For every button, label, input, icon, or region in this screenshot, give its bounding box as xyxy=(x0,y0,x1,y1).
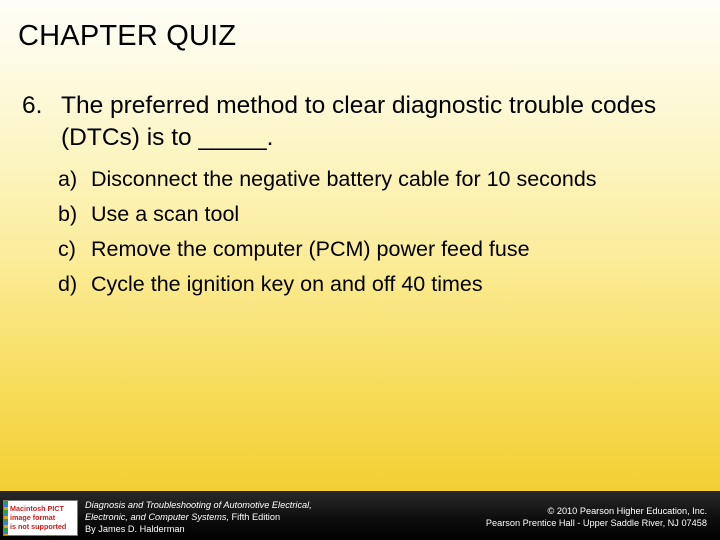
option-letter: c) xyxy=(58,237,76,261)
option-letter: b) xyxy=(58,202,78,226)
question xyxy=(22,90,682,154)
option-text: Remove the computer (PCM) power feed fuse xyxy=(91,237,530,261)
option-b xyxy=(58,197,597,232)
option-text: Use a scan tool xyxy=(91,202,240,226)
copyright-notice xyxy=(486,505,707,529)
book-title-line-1: Diagnosis and Troubleshooting of Automotive Electrical, xyxy=(85,500,312,510)
badge-line: is not supported xyxy=(10,522,67,531)
copyright-line: © 2010 Pearson Higher Education, Inc. xyxy=(547,506,707,516)
publisher-line: Pearson Prentice Hall - Upper Saddle River, NJ 07458 xyxy=(485,518,707,528)
book-citation xyxy=(85,499,312,535)
option-letter: a) xyxy=(58,167,78,191)
option-text: Disconnect the negative battery cable for 10 seconds xyxy=(91,167,597,191)
option-d xyxy=(58,267,597,302)
question-number: 6. xyxy=(22,92,43,119)
option-letter: d) xyxy=(58,272,78,296)
question-text: The preferred method to clear diagnostic trouble codes (DTCs) is to _____. xyxy=(61,92,657,151)
badge-line: Macintosh PICT xyxy=(10,504,64,513)
option-c xyxy=(58,232,597,267)
answer-options xyxy=(58,162,597,302)
option-a xyxy=(58,162,597,197)
book-title-line-2 xyxy=(85,511,312,523)
option-text: Cycle the ignition key on and off 40 times xyxy=(91,272,483,296)
book-title-part: Electronic, and Computer Systems, xyxy=(85,512,229,522)
book-author: By James D. Halderman xyxy=(85,524,185,534)
slide-title: CHAPTER QUIZ xyxy=(18,20,237,52)
book-edition: Fifth Edition xyxy=(229,512,281,522)
badge-line: image format xyxy=(10,513,56,522)
pict-placeholder-image xyxy=(3,500,78,536)
image-placeholder-icon xyxy=(4,501,8,535)
